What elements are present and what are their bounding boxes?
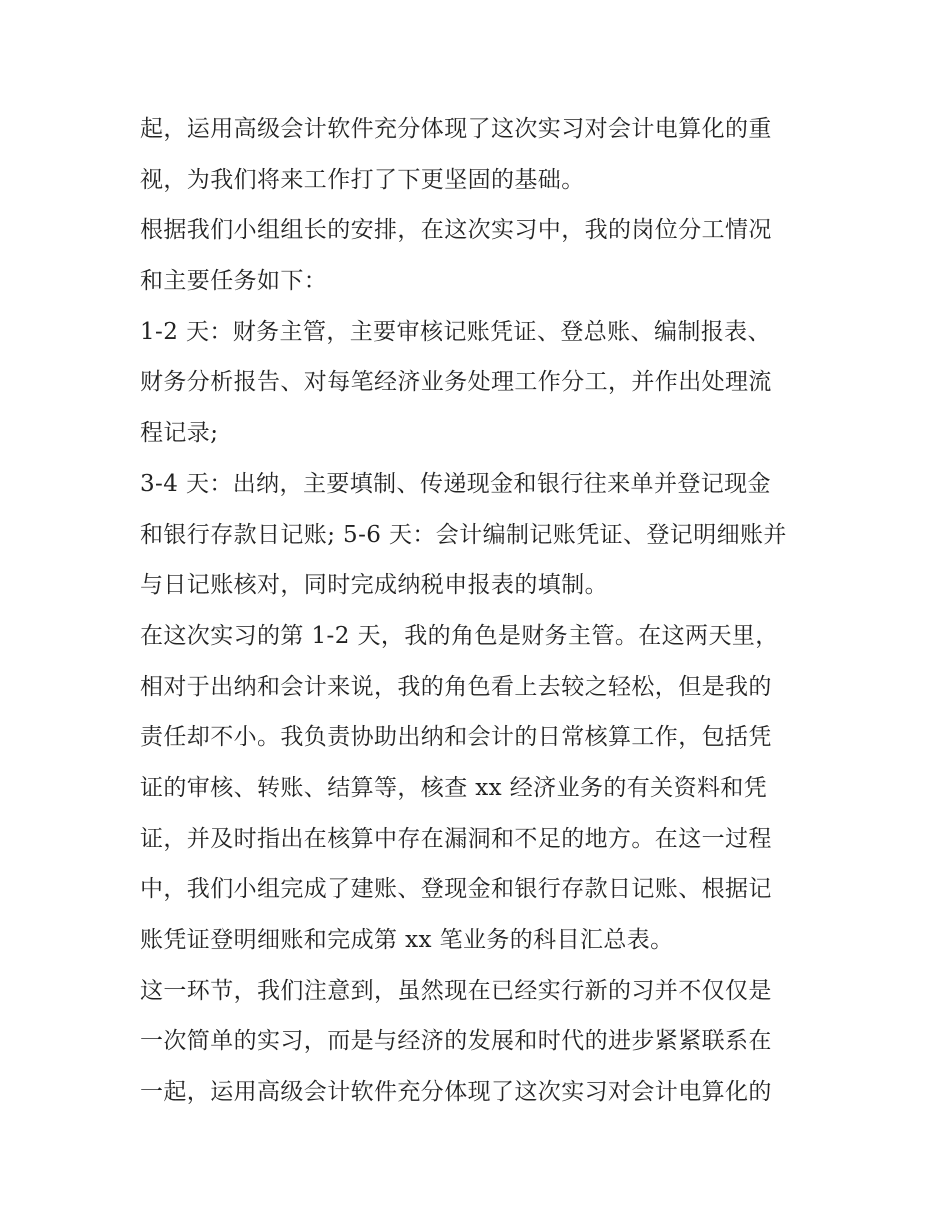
text-line: 视，为我们将来工作打了下更坚固的基础。	[140, 166, 585, 193]
text-line: 在这次实习的第 1-2 天，我的角色是财务主管。在这两天里，	[140, 622, 779, 649]
text-line: 3-4 天：出纳，主要填制、传递现金和银行往来单并登记现金	[140, 470, 771, 497]
text-line: 证，并及时指出在核算中存在漏洞和不足的地方。在这一过程	[140, 825, 772, 852]
text-line: 中，我们小组完成了建账、登现金和银行存款日记账、根据记	[140, 876, 772, 903]
paragraph	[140, 966, 820, 1118]
text-line: 责任却不小。我负责协助出纳和会计的日常核算工作，包括凭	[140, 724, 772, 751]
text-line: 账凭证登明细账和完成第 xx 笔业务的科目汇总表。	[140, 927, 674, 953]
paragraph	[140, 307, 820, 459]
text-line: 和主要任务如下：	[140, 268, 328, 295]
text-line: 一次简单的实习，而是与经济的发展和时代的进步紧紧联系在	[140, 1028, 772, 1055]
text-line: 1-2 天：财务主管，主要审核记账凭证、登总账、编制报表、	[140, 318, 771, 345]
text-line: 相对于出纳和会计来说，我的角色看上去较之轻松，但是我的	[140, 673, 772, 700]
text-line: 和银行存款日记账; 5-6 天：会计编制记账凭证、登记明细账并	[140, 521, 787, 548]
text-line: 一起，运用高级会计软件充分体现了这次实习对会计电算化的	[140, 1079, 772, 1106]
paragraph	[140, 205, 820, 306]
document-body	[140, 104, 820, 1118]
text-line: 财务分析报告、对每笔经济业务处理工作分工，并作出处理流	[140, 369, 772, 396]
paragraph	[140, 611, 820, 966]
paragraph	[140, 459, 820, 611]
paragraph	[140, 104, 820, 205]
text-line: 程记录;	[140, 420, 219, 447]
text-line: 起，运用高级会计软件充分体现了这次实习对会计电算化的重	[140, 116, 772, 142]
text-line: 这一环节，我们注意到，虽然现在已经实行新的习并不仅仅是	[140, 977, 772, 1004]
text-line: 与日记账核对，同时完成纳税申报表的填制。	[140, 572, 608, 599]
text-line: 根据我们小组组长的安排，在这次实习中，我的岗位分工情况	[140, 217, 772, 244]
text-line: 证的审核、转账、结算等，核查 xx 经济业务的有关资料和凭	[140, 774, 768, 801]
